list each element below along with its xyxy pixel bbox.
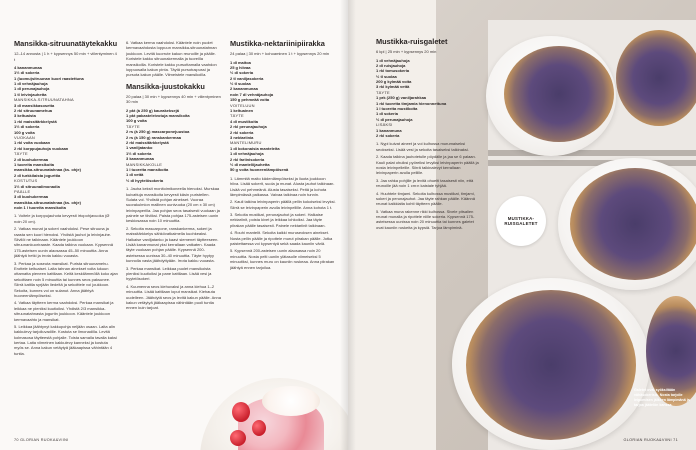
- ingredient: 200 g kylmää voita: [376, 79, 412, 85]
- method-step: 1. Nypi kuivat aineet ja voi kulhossa murumaiseksi seokseksi. Lisää vesi ja sekoita tasaiseksi taikinaksi.: [376, 141, 469, 152]
- ingredient: 100 g voita: [126, 118, 147, 124]
- ingredient: ½ tl suolaa: [230, 81, 251, 87]
- recipe-title: Mustikka-ruisgaletet: [376, 38, 448, 46]
- ingredient: 50 g voita huoneenlämpöisenä: [230, 167, 289, 173]
- ingredient: 1 dl vehnäjauhoja: [230, 151, 264, 157]
- ingredient-list: [14, 65, 118, 211]
- ingredient: 2 dl turkkilaista jogurttia: [14, 172, 61, 178]
- method-step: 2. Sekoita mascarpone, ranskankerma, sokeri ja maissitärkkelys sähkövatkaimella kuohkeaksi. Halkaise vaniljatanko ja kaavi siemenet täytteeseen. Lisää kananmunat yksi kerrallaan vatkaten. Kaada täyte vuokaan pohjan päälle. Kypsennä 200-asteisessa uunissa 30–40 minuuttia. Täyte hyytyy kunnolla vasta jäähdyttyään. Irrota kakku vuoasta.: [126, 225, 219, 264]
- ingredient-subheading: KOSTUTUS: [14, 178, 38, 184]
- recipe-meta: 6 kpl | 25 min + kypsennys 20 min: [376, 49, 437, 55]
- ingredient: 100 g voita: [14, 129, 35, 135]
- ingredient: mansikka-sitruunatahnaa (ks. ohje): [14, 167, 81, 173]
- tablecloth-stripe: [488, 150, 696, 156]
- method-step: 1. Lämmitä maito kädenlämpöiseksi ja liuota joukkoon hiiva. Lisää sokerit, suola ja munat. Alusta jauhot taikinaan. Lisää voi pehmeänä. Alusta tasaiseksi. Peitä ja kohota lämpimässä paikassa. Vaivaa taikinaa noin tunnin.: [230, 175, 335, 197]
- ingredient: 3 dl kuohukermaa: [14, 194, 49, 200]
- recipe-mansikka-sitruunataytekakku: [14, 40, 118, 440]
- ingredient: 2 pkt (à 250 g) kaurakeksejä: [126, 107, 179, 113]
- method-step: 3. Jaa rahka pohjille ja levitä ohuelti tasaisesti niin, että reunoille jää noin 1 cm:n kaistale tyhjää.: [376, 177, 474, 189]
- ingredient-list: [230, 60, 336, 173]
- ingredient-subheading: TÄYTE: [376, 89, 390, 95]
- ingredient: 1 dl perunajauhoja: [14, 86, 50, 92]
- method-step: 1. Jauha keksit monitoimikoneella hienoksi. Murskaa kuivattuja mansikoita kevyesti käsin puristellen. Sulata voi. Yhdistä pohjan ainekset. Vuoraa suorakulmion mallinen uunivuoka (20 cm x 30 cm) leivinpaperilla. Jaa pohjan seos tasaisesti vuokaan ja painele se tiiviiksi. Paista pohjaa 175-asteisen uunin keskiosassa noin 10 minuuttia.: [126, 186, 220, 224]
- method-step: 5. Kypsennä 200-asteisen uunin alaosassa noin 20 minuuttia. Nosta pelti uuniin ylätasolle viimeiseksi 5 minuutiksi, kunnes muru on kauniin ruskeaa. Anna piirakan jäähtyä ennen tarjoilua.: [230, 248, 335, 270]
- galette-photo: [504, 46, 614, 142]
- ingredient: 1 kananmuna: [376, 127, 402, 133]
- method-step: 1. Voitele ja korppujauhota kevyesti irtopohjavuoka (Ø noin 20 cm).: [14, 213, 110, 224]
- photo-caption: Galetet ovat syöksiltään vähäsokerisia. Nosta tarjolle leipomisen jälkeen lämpimänä ja tarjoa jäätelön kanssa.: [634, 388, 690, 407]
- recipe-title: Mansikka-sitruunatäytekakku: [14, 40, 118, 48]
- ingredient: ½ dl manteliijauhetta: [230, 161, 270, 167]
- ingredient: 4 dl mustikoita: [230, 118, 259, 124]
- ingredient: 2 dl ruisjauhoja: [376, 62, 406, 68]
- method-step: 3. Perkaa ja soseuta mansikat. Purista sitruunamehu. Erottele keltuaiset. Laita tahnan ainekset voita lukuun ottamatta pieneen kattilaan. Keitä keskilämmöllä koko ajan sekoittaen noin 5 minuuttia tai kunnes seos paksunee. Siirrä kattila syrjään liedeltä ja sekoittele voi joukkoon. Sekoita, kunnes voi on sulanut. Anna jäähtyä huoneenlämpöiseksi.: [14, 260, 118, 298]
- ingredient: 2 dl kuohukermaa: [14, 156, 49, 162]
- strawberry-photo: [252, 420, 266, 436]
- ingredient: ½ dl perunajauhoja: [376, 116, 413, 122]
- ingredient: 2 rkl sokeria: [230, 129, 254, 135]
- ingredient: 2 rkl perunajauhoja: [230, 124, 267, 130]
- page-folio: 70 GLORIAN RUOKA&VIINI: [14, 438, 69, 442]
- method-step: 5. Leikkaa jäähtynyt kakkupohja neljään osaan. Laita alin kakkulevy tarjoiluvadille. Kostuta se limonadilla. Levitä kolmasosa täytteestä pohjalle. Toista samalla tavalla kaksi kertaa. Laita viimeinen kakkulevy kanneksi ja kostuta myös se. Anna kakun vetäytyä jääkaapissa vähintään 4 tuntia.: [14, 323, 117, 356]
- ingredient: ½ tl suolaa: [376, 73, 397, 79]
- ingredient: 1 (luomu)sitruunan kuori raastettuna: [14, 75, 84, 81]
- ingredient: 1 prk (250 g) vaniljarahkaa: [376, 95, 427, 101]
- method-step: 4. Kuumenna seos kiehuvaksi ja anna kiehua 1–2 minuuttia. Lisää kattilaan loput mansikat. Kiehauta uudelleen. Jäähdytä seos ja levitä kakun päälle. Anna kakun vetäytyä jääkaapissa vähintään puoli tuntia ennen kuin tarjoat.: [126, 283, 221, 311]
- ingredient: 1 rkl tuoretta timjamia hienonnettuna: [376, 100, 447, 106]
- galette-photo: [616, 30, 696, 126]
- method-step: 4. Vatkaa täytteen kerma vaahdoksi. Perkaa mansikat ja leikkaa ne pieniksi kuutioiksi. Yhdistä 2/3 mansikka-sitruunatahnasta jogurtin joukkoon. Kääntele joukkoon kermavaahto ja mansikat.: [14, 300, 114, 322]
- ingredient-subheading: MANSIKKAKOLLE: [126, 161, 163, 167]
- method-step: 4. Rouhi mantelit. Sekoita kaikki muruseoksen ainekset. Nosta pellin päälle ja ripottele murut piirakan päälle. Jotka paistettaessa voi kypsentyä sekä saada kauniin väriä.: [230, 230, 333, 247]
- recipe-meta: 12–14 annosta | 1 h + kypsennys 50 min + viilentyminen 4 t: [14, 51, 117, 62]
- ingredient: 25 g hiivaa: [230, 64, 251, 70]
- ingredient-subheading: VUOKAAN: [14, 135, 35, 140]
- recipe-title: Mansikka-juustokakku: [126, 81, 205, 91]
- method-step: 3. Perkaa mansikat. Leikkaa puolet mansikoista pieniksi kuutioiksi ja pane kattilaan. Lisää vesi ja hyytelösokeri.: [126, 265, 212, 282]
- ingredient: 2 rkl maissitärkkelystä: [126, 140, 169, 145]
- method-step: 2. Kaada taikina jauhotetulle pöydälle ja jaa se 6 palaan. Kauli palat ohuiksi pyöreiksi levyiksi leivinpaperin päällä ja nosta leivinpelleille. Siirrä taikinalevyt kerrallaan leivinpaperin avulla pellille.: [376, 154, 479, 176]
- ingredient-subheading: TÄYTE: [126, 123, 140, 129]
- ingredient: 1 rkl tomusokeria: [376, 68, 410, 74]
- ingredient: noin 7 dl vehnäjauhoja: [230, 91, 274, 97]
- method-step: 2. Vatkaa munat ja sokeri vaahdoksi. Pese sitruuna ja raasta sen kuori hienoksi. Yhdistä jauhot ja leivinjauhe. Siivilöi ne taikinaan. Kääntele joukkoon sitruunankuoriraaste. Kaada taikina vuokaan. Kypsennä 175-asteisen uunin alaosassa 45–50 minuuttia. Anna jäähtyä hetki ja irrota kakku vuoasta.: [14, 226, 113, 259]
- ingredient: 1 tl leivinjauhetta: [14, 91, 47, 97]
- method-step: 6. Vatkaa kerma vaahdoksi. Kääntele noin puolet kermavaahdosta loppuun mansikka-sitruunatahnan joukkoon. Levitä kuorrute kakun reunoille ja päälle. Koristele kakku sitruunakermalla ja tuoreilla mansikoilla. Koristele kakku pursottamalla vaahdon loppuosalla kakun pinta. Täytä pursotuspussi ja pursota kakun päälle. Viimeistele mansikoilla.: [126, 40, 217, 78]
- method-step: 3. Sekoita mustikat, perunajauhot ja sokeri. Halkaise nektariinit, poista kivet ja leikkaa lohkoiksi. Jaa täyte piirakan päälle tasaisesti. Painele nektariinit taikinaan.: [230, 212, 326, 228]
- ingredient: 2 rs (à 150 g) ranskankermaa: [126, 134, 181, 140]
- ingredient: ½ dl sokeria: [230, 70, 254, 76]
- ingredient: 3 kananmunaa: [126, 156, 154, 162]
- ingredient: ½ dl hyytelösokeria: [126, 177, 164, 183]
- recipe-meta: 24 palaa | 30 min + kohoaminen 1 t + kypsennys 20 min: [230, 51, 330, 57]
- ingredient: 2 rkl sitruunamehua: [14, 108, 53, 114]
- method-step: 2. Kauli taikina leivinpaperin päällä pellin kokoiseksi levyksi. Siirrä se leivinpaperin avulla leivinpellille. Anna kohota 1 t.: [230, 199, 336, 210]
- ingredient: 1 keltuainen: [230, 108, 254, 114]
- ingredient: 2 tl vaniljasokeria: [230, 75, 264, 81]
- ingredient: 1 dl sokeria: [376, 111, 399, 117]
- ingredient: 1½ dl sokeria: [126, 150, 152, 156]
- ingredient: 1 l tuoreita mustikoita: [376, 106, 418, 112]
- ingredient: 1 l tuoreita mansikoita: [126, 166, 169, 172]
- ingredient: 1½ dl sitruunalimonadia: [14, 183, 60, 189]
- strawberry-photo: [232, 402, 250, 422]
- galette-photo: [570, 168, 696, 280]
- ingredient: 1 pkt pakasteleivotuja mansikoita: [126, 113, 190, 119]
- ingredient: 1 dl vehnäjauhoja: [376, 57, 410, 63]
- method-step: 5. Vatkaa muna rakenne rikki kulhossa. Sivele pitsalien reunat munalla ja ripottele niille sokeria. Kypsennä 175-asteisessa uunissa noin 20 minuuttia tai kunnes galetet ovat kauniin ruskeita ja kypsiä. Tarjoa lämpiminä.: [376, 208, 475, 230]
- ingredient: 2 rkl fariinisokeria: [230, 156, 265, 162]
- ingredient: 1 rkl voita vuokaan: [14, 140, 51, 146]
- ingredient: 1 dl vettä: [126, 172, 144, 178]
- ingredient: 1 dl kokonaisia manteleita: [230, 145, 280, 151]
- galette-photo: [466, 290, 636, 440]
- ingredient-subheading: TÄYTE: [230, 113, 244, 119]
- ingredient: 1 rkl maissitärkkelystä: [14, 118, 57, 124]
- ingredient-subheading: VOITELUUN: [230, 102, 255, 108]
- ingredient-subheading: MANSIKKA-SITRUUNATAHNA: [14, 97, 74, 103]
- recipe-mustikka-nektariinipiirakka: [230, 40, 336, 385]
- ingredient: 2 rkl korppujauhoja vuokaan: [14, 145, 69, 151]
- ingredient: 150 g pehmeää voita: [230, 97, 270, 103]
- ingredient: 1½ dl sokeria: [14, 124, 40, 130]
- recipe-title: Mustikka-nektariinipiirakka: [230, 40, 325, 48]
- ingredient: 3 dl mansikkasosetta: [14, 102, 55, 108]
- ingredient-subheading: MANTELIMURU: [230, 140, 262, 146]
- ingredient: noin 1 l tuoreita mansikoita: [14, 205, 66, 211]
- page-folio: GLORIAN RUOKA&VIINI 71: [623, 438, 678, 442]
- ingredient: 2 rkl sokeria: [376, 133, 400, 138]
- ingredient: 3 keltuaista: [14, 113, 36, 119]
- recipe-mustikka-ruisgaletet: [376, 38, 480, 438]
- ingredient-list: [126, 108, 222, 183]
- ingredient-list: [376, 58, 480, 139]
- method-step: 4. Huuhtele timjami. Sekoita kulhossa mustikat, timjami, sokeri ja perunajauhot. Jaa täyte rahkan päälle. Käännä reunat kaikkialta kohti täytteen päälle.: [376, 190, 475, 207]
- ingredient: mansikka-sitruunatahnaa (ks. ohje): [14, 199, 81, 205]
- right-page: [348, 0, 696, 450]
- ingredient: 1 vaniljatanko: [126, 145, 153, 151]
- ingredient: 1½ dl sokeria: [14, 70, 40, 76]
- recipe-meta: 20 palaa | 30 min + kypsennys 40 min + viilentyminen 30 min: [126, 93, 221, 105]
- ingredient-subheading: TÄYTE: [14, 151, 28, 157]
- column-middle: [126, 40, 222, 385]
- recipe-badge: [496, 196, 546, 246]
- badge-label: MUSTIKKA- RUISGALETET: [504, 215, 538, 226]
- ingredient: 2 rs (à 250 g) mascarponejuustoa: [126, 129, 190, 135]
- ingredient: 1 dl vehnäjauhoja: [14, 81, 48, 87]
- ingredient-subheading: PÄÄLLE: [14, 188, 31, 194]
- ingredient: 2 kananmunaa: [230, 86, 258, 92]
- whipped-cream-photo: [262, 386, 320, 416]
- ingredient: 1 dl maitoa: [230, 59, 251, 65]
- ingredient: 3 rkl kylmää vettä: [376, 84, 410, 90]
- ingredient: 4 kananmunaa: [14, 64, 42, 70]
- ingredient: 1 tuoreita mansikoita: [14, 161, 55, 167]
- ingredient-subheading: LISÄKSI: [376, 122, 393, 128]
- strawberry-photo: [230, 430, 246, 446]
- ingredient: 3 nektariinia: [230, 135, 254, 140]
